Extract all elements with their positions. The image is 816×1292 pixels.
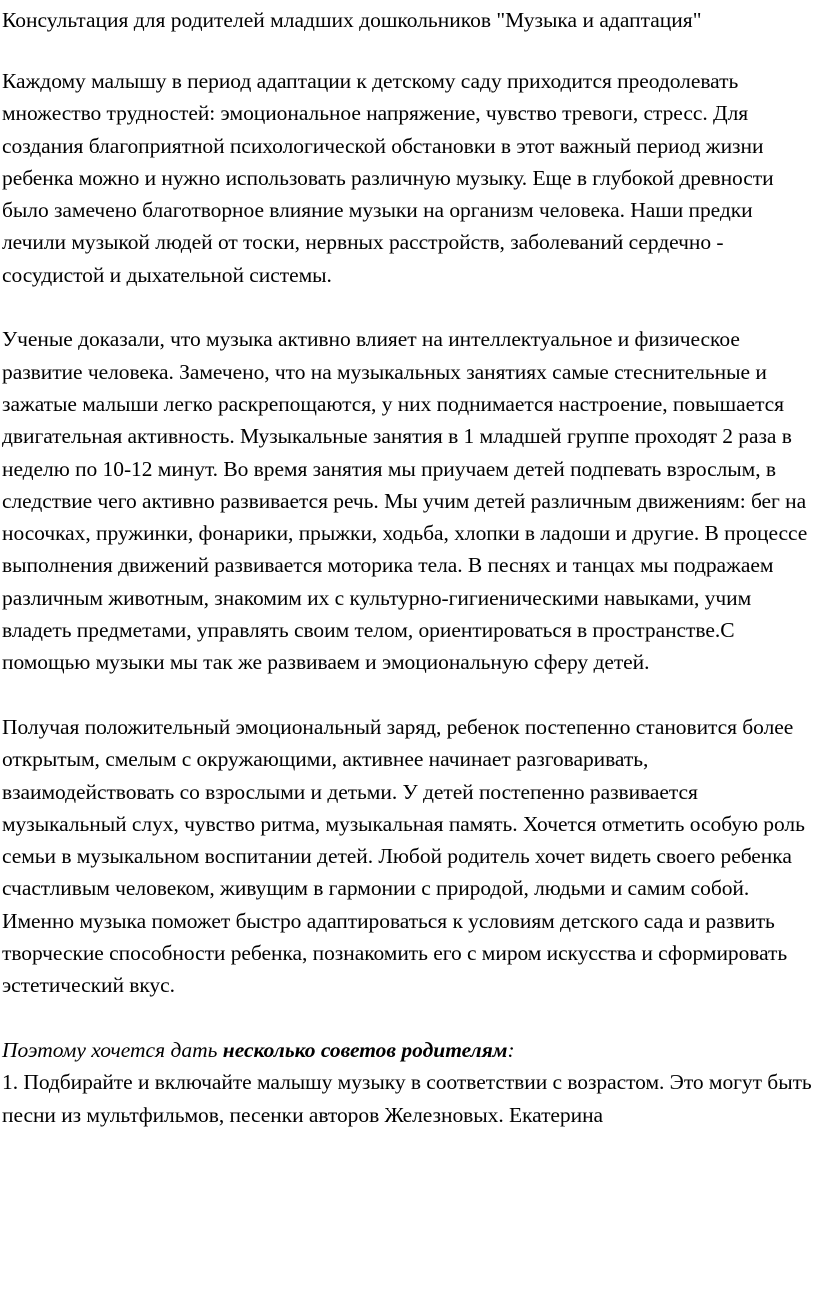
paragraph-adaptation-music: Каждому малышу в период адаптации к детскому саду приходится преодолевать множество трудностей: эмоциональное напряжение, чувство тревоги, стресс. Для создания благоприятной психологической обстановки в этот важный период жизни ребенка можно и нужно использовать различную музыку. Еще в глубокой древности было замечено благотворное влияние музыки на организм человека. Наши предки лечили музыкой людей от тоски, нервных расстройств, заболеваний сердечно - сосудистой и дыхательной системы. xyxy=(2,69,774,287)
paragraph-music-development: Ученые доказали, что музыка активно влияет на интеллектуальное и физическое развитие человека. Замечено, что на музыкальных занятиях самые стеснительные и зажатые малыши легко раскрепощаются, у них поднимается настроение, повышается двигательная активность. Музыкальные занятия в 1 младшей группе проходят 2 раза в неделю по 10-12 минут. Во время занятия мы приучаем детей подпевать взрослым, в следствие чего активно развивается речь. Мы учим детей различным движениям: бег на носочках, пружинки, фонарики, прыжки, ходьба, хлопки в ладоши и другие. В процессе выполнения движений развивается моторика тела. В песнях и танцах мы подражаем различным животным, знакомим их с культурно-гигиеническими навыками, учим владеть предметами, управлять своим телом, ориентироваться в пространстве.С помощью музыки мы так же развиваем и эмоциональную сферу детей. xyxy=(2,327,808,675)
advice-intro-colon: : xyxy=(507,1037,515,1062)
spacer xyxy=(2,291,814,323)
spacer xyxy=(2,679,814,711)
advice-item-1: 1. Подбирайте и включайте малышу музыку в соответствии с возрастом. Это могут быть песни из мультфильмов, песенки авторов Железновых. Екатерина xyxy=(2,1070,812,1127)
advice-intro-italic: Поэтому хочется дать xyxy=(2,1037,223,1062)
spacer xyxy=(2,36,814,65)
advice-intro-bold-italic: несколько советов родителям xyxy=(222,1037,508,1062)
advice-intro xyxy=(2,1034,814,1066)
paragraph-family-role: Получая положительный эмоциональный заряд, ребенок постепенно становится более открытым, смелым с окружающими, активнее начинает разговаривать, взаимодействовать со взрослыми и детьми. У детей постепенно развивается музыкальный слух, чувство ритма, музыкальная память. Хочется отметить особую роль семьи в музыкальном воспитании детей. Любой родитель хочет видеть своего ребенка счастливым человеком, живущим в гармонии с природой, людьми и самим собой. Именно музыка поможет быстро адаптироваться к условиям детского сада и развить творческие способности ребенка, познакомить его с миром искусства и сформировать эстетический вкус. xyxy=(2,714,805,998)
spacer xyxy=(2,1002,814,1034)
document-title: Консультация для родителей младших дошкольников "Музыка и адаптация" xyxy=(2,8,702,32)
